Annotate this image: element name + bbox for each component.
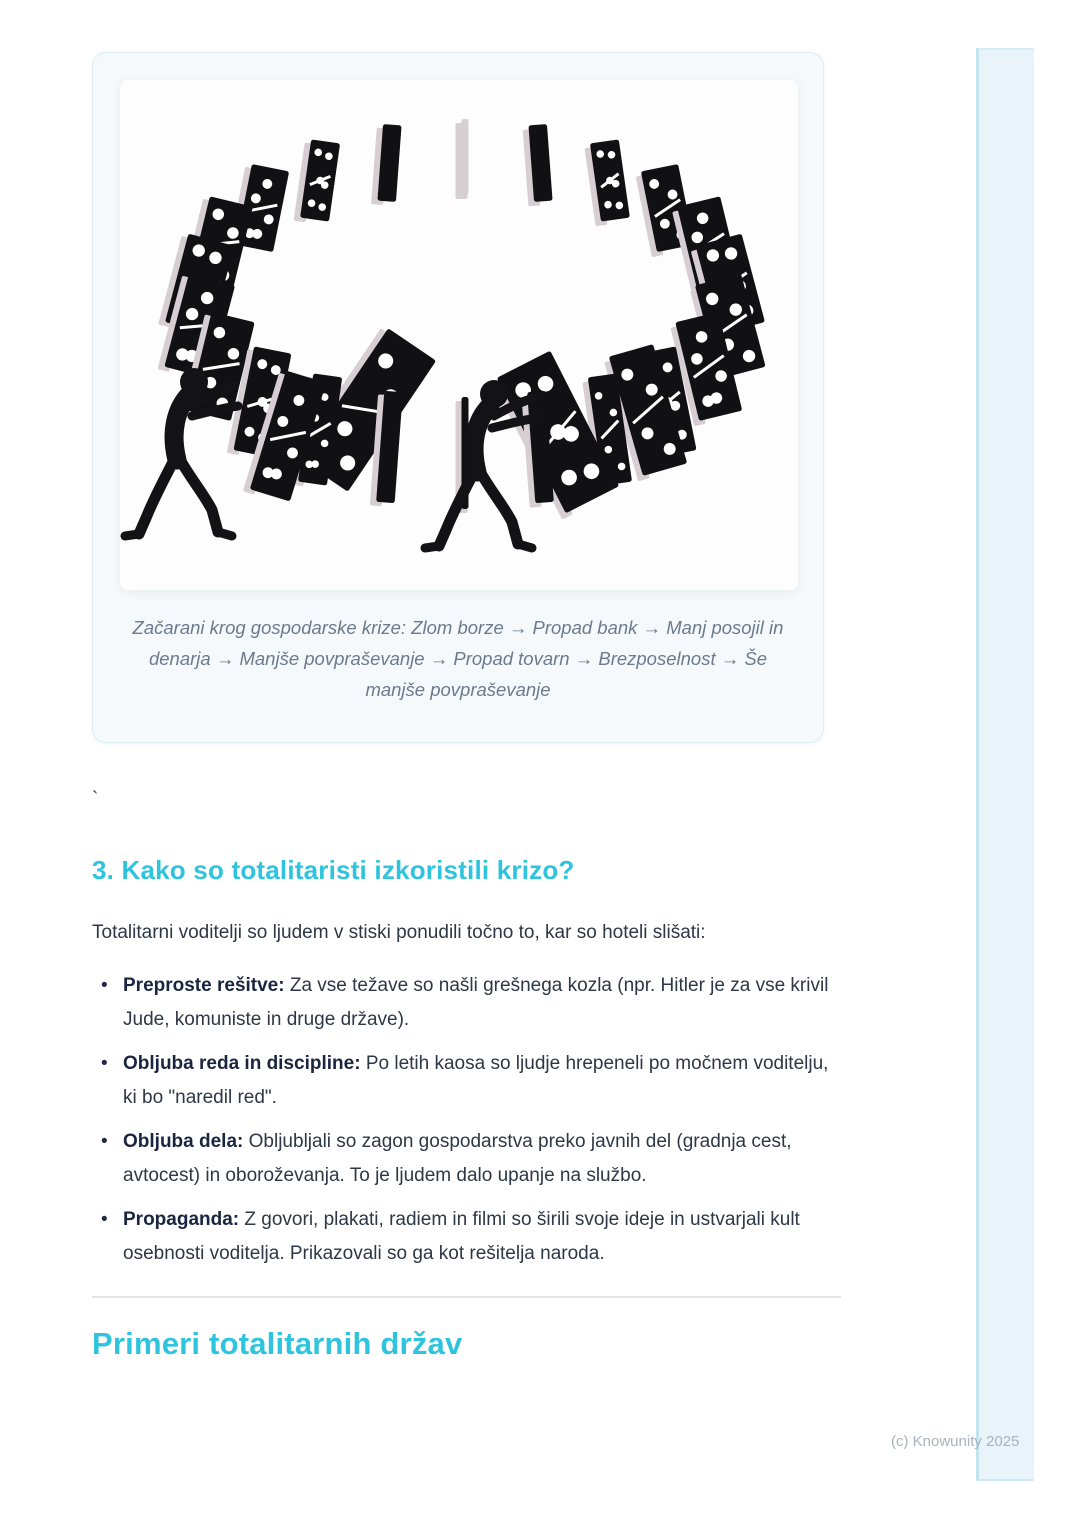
section-intro: Totalitarni voditelji so ljudem v stiski ponudili točno to, kar so hoteli slišati: [92,922,706,943]
bullet-text: Z govori, plakati, radiem in filmi so širili svoje ideje in ustvarjali kult osebnosti voditelja. Prikazovali so ga kot rešitelja naroda. [123,1209,800,1264]
list-item [92,1125,841,1192]
section-divider [92,1296,841,1298]
bullet-lead: Preproste rešitve: [123,975,285,996]
figure-caption: Začarani krog gospodarske krize: Zlom borze → Propad bank → Manj posojil in denarja → Manjše povpraševanje → Propad tovarn → Brezposelnost → Še manjše povpraševanje [132,617,784,700]
section-heading: 3. Kako so totalitaristi izkoristili krizo? [92,855,575,885]
list-item [92,969,841,1036]
bullet-lead: Obljuba dela: [123,1131,244,1152]
content-column [92,0,841,1362]
page-edge-strip [976,48,1034,1481]
stray-backtick: ` [92,789,99,810]
copyright-watermark: (c) Knowunity 2025 [891,1433,1020,1450]
bullet-text: Po letih kaosa so ljudje hrepeneli po močnem voditelju, ki bo "naredil red". [123,1053,829,1108]
bullet-text: Obljubljali so zagon gospodarstva preko javnih del (gradnja cest, avtocest) in oboroževanja. To je ljudem dalo upanje na službo. [123,1131,792,1186]
bullet-lead: Propaganda: [123,1209,240,1230]
domino-circle-illustration [120,80,798,590]
bullet-list [92,969,841,1270]
list-item [92,1047,841,1114]
next-section-heading: Primeri totalitarnih držav [92,1326,463,1361]
figure-card [92,52,824,743]
list-item [92,1203,841,1270]
bullet-text: Za vse težave so našli grešnega kozla (npr. Hitler je za vse krivil Jude, komuniste in druge države). [123,975,829,1030]
bullet-lead: Obljuba reda in discipline: [123,1053,361,1074]
domino-illustration-svg [120,80,798,590]
